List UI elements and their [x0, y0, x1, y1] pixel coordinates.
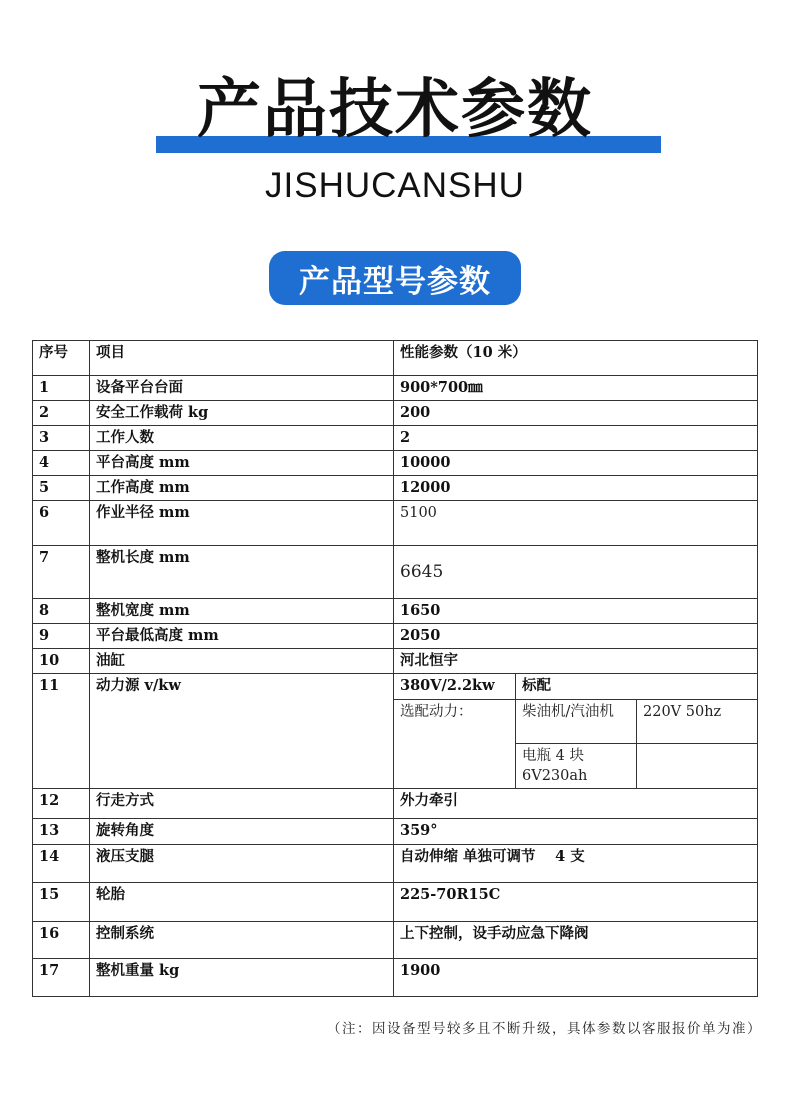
row-item: 轮胎 — [90, 883, 394, 922]
row-no: 10 — [33, 649, 90, 674]
header-no: 序号 — [33, 341, 90, 376]
row-value: 外力牵引 — [394, 789, 758, 819]
row-no: 9 — [33, 624, 90, 649]
table-row — [33, 426, 758, 451]
row-no: 6 — [33, 501, 90, 546]
row-no: 14 — [33, 845, 90, 883]
table-row — [33, 883, 758, 922]
row-value: 359° — [394, 819, 758, 845]
table-row — [33, 401, 758, 426]
table-row — [33, 451, 758, 476]
power-standard-value: 380V/2.2kw — [394, 674, 516, 700]
row-no: 11 — [33, 674, 90, 789]
row-value: 2050 — [394, 624, 758, 649]
row-no: 17 — [33, 959, 90, 997]
row-item: 控制系统 — [90, 922, 394, 959]
row-value: 225-70R15C — [394, 883, 758, 922]
row-value: 200 — [394, 401, 758, 426]
row-no: 12 — [33, 789, 90, 819]
table-row — [33, 376, 758, 401]
table-row — [33, 501, 758, 546]
row-item: 整机宽度 mm — [90, 599, 394, 624]
row-value: 1900 — [394, 959, 758, 997]
power-option-battery: 电瓶 4 块 6V230ah — [516, 744, 637, 789]
power-standard-label: 标配 — [516, 674, 758, 700]
table-row — [33, 959, 758, 997]
header-value: 性能参数（10 米） — [394, 341, 758, 376]
row-item: 平台高度 mm — [90, 451, 394, 476]
table-row — [33, 476, 758, 501]
row-value: 1650 — [394, 599, 758, 624]
row-item: 工作高度 mm — [90, 476, 394, 501]
row-item: 设备平台台面 — [90, 376, 394, 401]
table-header-row — [33, 341, 758, 376]
footer-note: （注：因设备型号较多且不断升级，具体参数以客服报价单为准） — [327, 1021, 762, 1037]
table-row — [33, 546, 758, 599]
row-item: 油缸 — [90, 649, 394, 674]
row-no: 5 — [33, 476, 90, 501]
row-no: 2 — [33, 401, 90, 426]
row-value: 5100 — [394, 501, 758, 546]
row-value: 自动伸缩 单独可调节 4 支 — [394, 845, 758, 883]
page-header — [0, 70, 790, 220]
power-option-engine: 柴油机/汽油机 — [516, 700, 637, 744]
table-row — [33, 624, 758, 649]
row-item: 整机重量 kg — [90, 959, 394, 997]
table-row — [33, 649, 758, 674]
power-option-engine-spec: 220V 50hz — [637, 700, 758, 744]
table-row — [33, 819, 758, 845]
row-item: 旋转角度 — [90, 819, 394, 845]
row-value: 6645 — [394, 546, 758, 599]
page-title: 产品技术参数 — [197, 73, 593, 147]
row-no: 16 — [33, 922, 90, 959]
table-row — [33, 845, 758, 883]
row-value: 12000 — [394, 476, 758, 501]
row-item: 安全工作载荷 kg — [90, 401, 394, 426]
row-no: 15 — [33, 883, 90, 922]
power-optional-label: 选配动力： — [394, 700, 516, 789]
table-row-power — [33, 674, 758, 700]
row-item: 动力源 v/kw — [90, 674, 394, 789]
row-value: 2 — [394, 426, 758, 451]
row-item: 工作人数 — [90, 426, 394, 451]
row-item: 作业半径 mm — [90, 501, 394, 546]
row-no: 8 — [33, 599, 90, 624]
table-row — [33, 922, 758, 959]
power-empty-cell — [637, 744, 758, 789]
row-item: 平台最低高度 mm — [90, 624, 394, 649]
section-heading-badge: 产品型号参数 — [269, 251, 521, 305]
row-value: 河北恒宇 — [394, 649, 758, 674]
spec-table — [32, 340, 758, 997]
row-item: 液压支腿 — [90, 845, 394, 883]
table-row — [33, 789, 758, 819]
row-value: 10000 — [394, 451, 758, 476]
row-item: 整机长度 mm — [90, 546, 394, 599]
row-no: 1 — [33, 376, 90, 401]
header-item: 项目 — [90, 341, 394, 376]
row-item: 行走方式 — [90, 789, 394, 819]
table-row — [33, 599, 758, 624]
row-no: 3 — [33, 426, 90, 451]
row-no: 4 — [33, 451, 90, 476]
row-value: 上下控制，设手动应急下降阀 — [394, 922, 758, 959]
row-no: 7 — [33, 546, 90, 599]
page-subtitle: JISHUCANSHU — [265, 166, 525, 205]
row-no: 13 — [33, 819, 90, 845]
row-value: 900*700㎜ — [394, 376, 758, 401]
